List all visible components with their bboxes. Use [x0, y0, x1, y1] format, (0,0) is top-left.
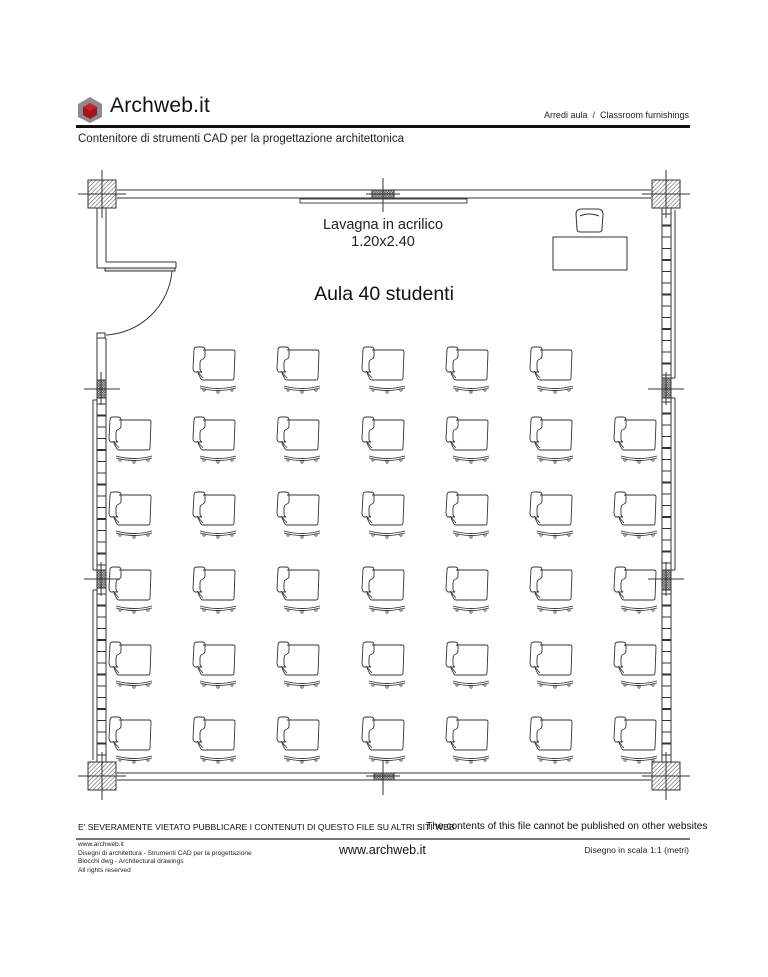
student-chair [277, 417, 320, 463]
student-chair [446, 567, 489, 613]
student-chair [362, 492, 405, 538]
footer-line: Disegni di architettura - Strumenti CAD per la progettazione [78, 849, 252, 857]
wall-top [117, 178, 651, 212]
student-chair [614, 492, 657, 538]
blackboard-size: 1.20x2.40 [351, 234, 415, 250]
teacher-desk [553, 237, 627, 270]
student-chair [446, 717, 489, 763]
student-chair [530, 717, 573, 763]
room-title: Aula 40 studenti [314, 283, 454, 305]
corner-columns [78, 170, 690, 800]
footer-line: All rights reserved [78, 866, 131, 874]
student-chair [446, 417, 489, 463]
student-chair [614, 567, 657, 613]
student-chair [193, 492, 236, 538]
student-chair [530, 642, 573, 688]
footer-line[interactable]: www.archweb.it [78, 841, 124, 848]
footer-credits [78, 841, 252, 875]
student-chair [614, 417, 657, 463]
student-chair [530, 567, 573, 613]
student-chair [193, 642, 236, 688]
scale-note: Disegno in scala 1:1 (metri) [584, 845, 689, 855]
wall-left [84, 338, 120, 762]
student-chair [193, 347, 236, 393]
teacher-chair [576, 209, 603, 232]
entrance-wall [97, 208, 176, 271]
student-chair [530, 417, 573, 463]
student-chair [446, 642, 489, 688]
footer-divider [76, 838, 690, 840]
wall-bottom [117, 760, 651, 795]
student-chair [362, 642, 405, 688]
section-label: Arredi aula / Classroom furnishings [543, 110, 689, 120]
student-chairs [109, 347, 657, 763]
student-chair [277, 347, 320, 393]
student-chair [614, 717, 657, 763]
subtitle: Contenitore di strumenti CAD per la progettazione architettonica [78, 133, 405, 145]
student-chair [277, 642, 320, 688]
brand-name: Archweb.it [110, 94, 211, 117]
student-chair [109, 417, 152, 463]
student-chair [362, 347, 405, 393]
student-chair [530, 492, 573, 538]
student-chair [277, 492, 320, 538]
student-chair [362, 417, 405, 463]
door[interactable] [97, 271, 172, 338]
blackboard-label: Lavagna in acrilico [322, 217, 444, 233]
student-chair [446, 347, 489, 393]
student-chair [109, 492, 152, 538]
student-chair [530, 347, 573, 393]
student-chair [109, 717, 152, 763]
footer-url-link[interactable]: www.archweb.it [339, 843, 426, 857]
warning-english: The contents of this file cannot be published on other websites [426, 821, 708, 832]
student-chair [446, 492, 489, 538]
student-chair [109, 642, 152, 688]
wall-right [648, 208, 684, 762]
student-chair [109, 567, 152, 613]
footer-line: Blocchi dwg - Architectural drawings [78, 858, 184, 866]
student-chair [193, 417, 236, 463]
student-chair [193, 567, 236, 613]
student-chair [362, 717, 405, 763]
student-chair [614, 642, 657, 688]
student-chair [362, 567, 405, 613]
warning-italian: E' SEVERAMENTE VIETATO PUBBLICARE I CONTENUTI DI QUESTO FILE SU ALTRI SITI WEB [78, 822, 455, 832]
student-chair [193, 717, 236, 763]
student-chair [277, 717, 320, 763]
student-chair [277, 567, 320, 613]
